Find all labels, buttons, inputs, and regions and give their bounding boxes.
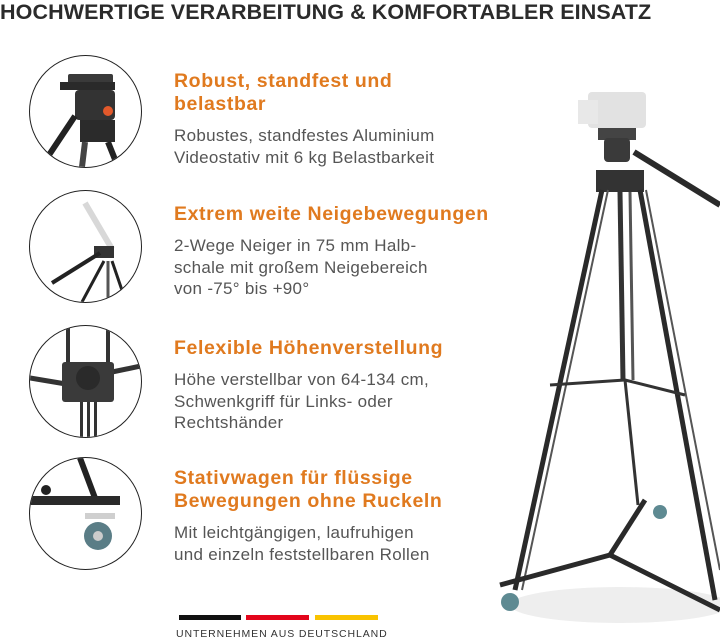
description-line: Robustes, standfestes Aluminium [174,126,435,145]
tripod-product-image [470,80,720,640]
page-headline: HOCHWERTIGE VERARBEITUNG & KOMFORTABLER EINSATZ [0,0,652,24]
feature-robust [174,70,504,168]
title-line: Bewegungen ohne Ruckeln [174,490,443,512]
description-line: Videostativ mit 6 kg Belastbarkeit [174,147,435,167]
tilt-range-closeup-image [29,190,142,303]
company-origin-label: UNTERNEHMEN AUS DEUTSCHLAND [176,628,388,640]
feature-title [174,337,504,360]
tripod-head-icon [30,56,141,167]
feature-description [174,125,504,168]
tripod-head-closeup-image [29,55,142,168]
feature-description [174,369,504,434]
tilt-head-icon [30,191,141,302]
feature-description [174,235,504,300]
feature-title [174,70,504,116]
description-line: schale mit großem Neigebereich [174,257,428,277]
description-line: und einzeln feststellbaren Rollen [174,544,430,564]
feature-description [174,522,504,565]
description-line: Rechtshänder [174,413,284,432]
feature-height [174,337,504,434]
title-line: Stativwagen für flüssige [174,467,413,489]
feature-dolly [174,467,504,565]
flag-stripe-red [246,615,309,620]
description-line: Mit leichtgängigen, laufruhigen [174,523,414,542]
feature-tilt [174,203,504,300]
height-lock-knob-icon [30,326,141,437]
title-line: belastbar [174,93,267,115]
flag-stripe-black [179,615,241,620]
description-line: Höhe verstellbar von 64-134 cm, [174,370,429,389]
description-line: 2-Wege Neiger in 75 mm Halb- [174,236,417,255]
title-line: Felexible Höhenverstellung [174,337,444,359]
dolly-wheel-icon [30,458,141,569]
description-line: von -75° bis +90° [174,279,310,298]
feature-title [174,203,504,226]
flag-stripe-gold [315,615,378,620]
title-line: Extrem weite Neigebewegungen [174,203,489,225]
height-lock-closeup-image [29,325,142,438]
feature-title [174,467,504,513]
dolly-wheel-closeup-image [29,457,142,570]
title-line: Robust, standfest und [174,70,393,92]
description-line: Schwenkgriff für Links- oder [174,391,393,411]
